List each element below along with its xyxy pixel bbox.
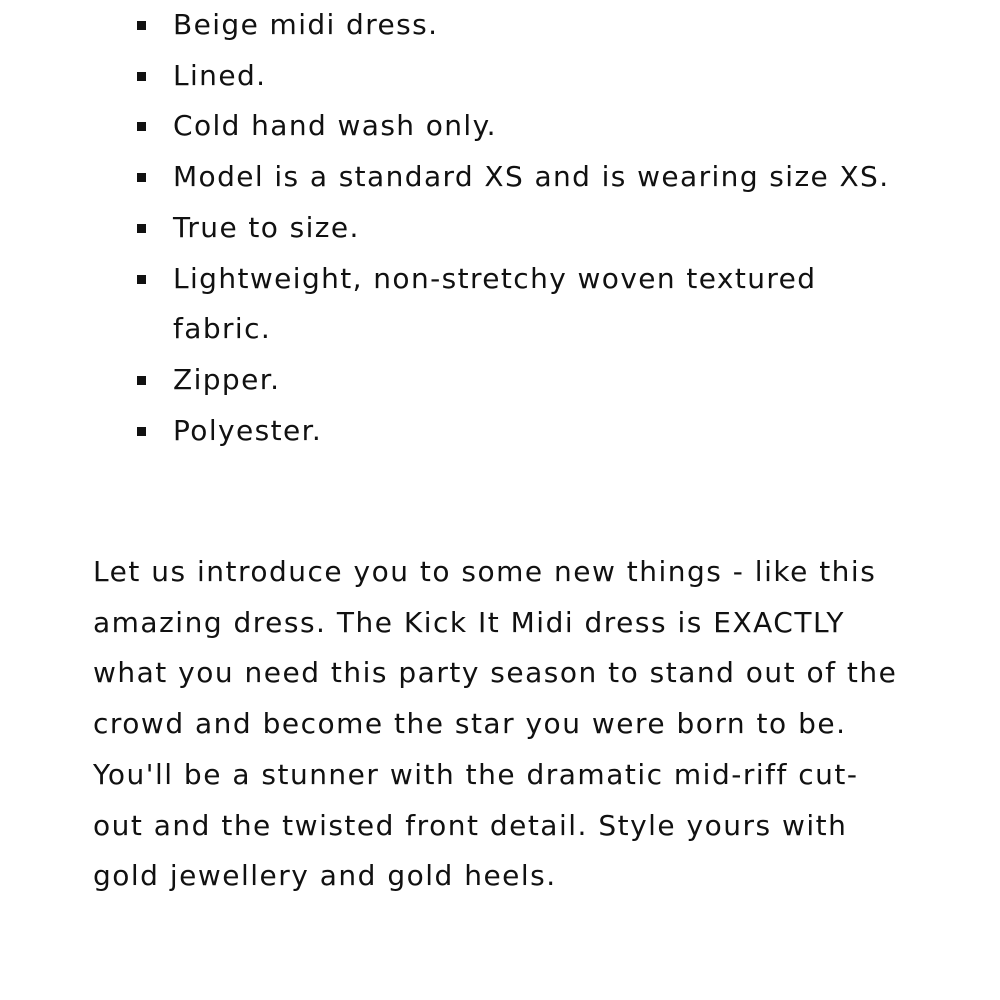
feature-item bbox=[173, 51, 893, 102]
bullet-icon bbox=[137, 173, 146, 182]
feature-text: True to size. bbox=[173, 210, 360, 244]
bullet-icon bbox=[137, 72, 146, 81]
bullet-icon bbox=[137, 122, 146, 131]
feature-item bbox=[173, 406, 893, 457]
feature-item bbox=[173, 0, 893, 51]
bullet-icon bbox=[137, 275, 146, 284]
bullet-icon bbox=[137, 224, 146, 233]
feature-item bbox=[173, 203, 893, 254]
bullet-icon bbox=[137, 427, 146, 436]
feature-item bbox=[173, 355, 893, 406]
feature-item bbox=[173, 101, 893, 152]
feature-text: Beige midi dress. bbox=[173, 8, 439, 41]
feature-text: Model is a standard XS and is wearing size XS. bbox=[173, 160, 890, 194]
product-description: Let us introduce you to some new things - like this amazing dress. The Kick It Midi dress is EXACTLY what you need this party season to stand out of the crowd and become the star you were born to be. You'll be a stunner with the dramatic mid-riff cut-out and the twisted front detail. Style yours with gold jewellery and gold heels. bbox=[93, 555, 908, 893]
feature-text: Cold hand wash only. bbox=[173, 109, 497, 143]
feature-text: Lined. bbox=[173, 58, 267, 92]
feature-list bbox=[173, 0, 893, 456]
feature-text: Zipper. bbox=[173, 362, 281, 396]
bullet-icon bbox=[137, 376, 146, 385]
feature-text: Lightweight, non-stretchy woven textured fabric. bbox=[173, 261, 817, 346]
feature-item bbox=[173, 254, 893, 355]
feature-text: Polyester. bbox=[173, 413, 323, 447]
feature-item bbox=[173, 152, 893, 203]
bullet-icon bbox=[137, 21, 146, 30]
